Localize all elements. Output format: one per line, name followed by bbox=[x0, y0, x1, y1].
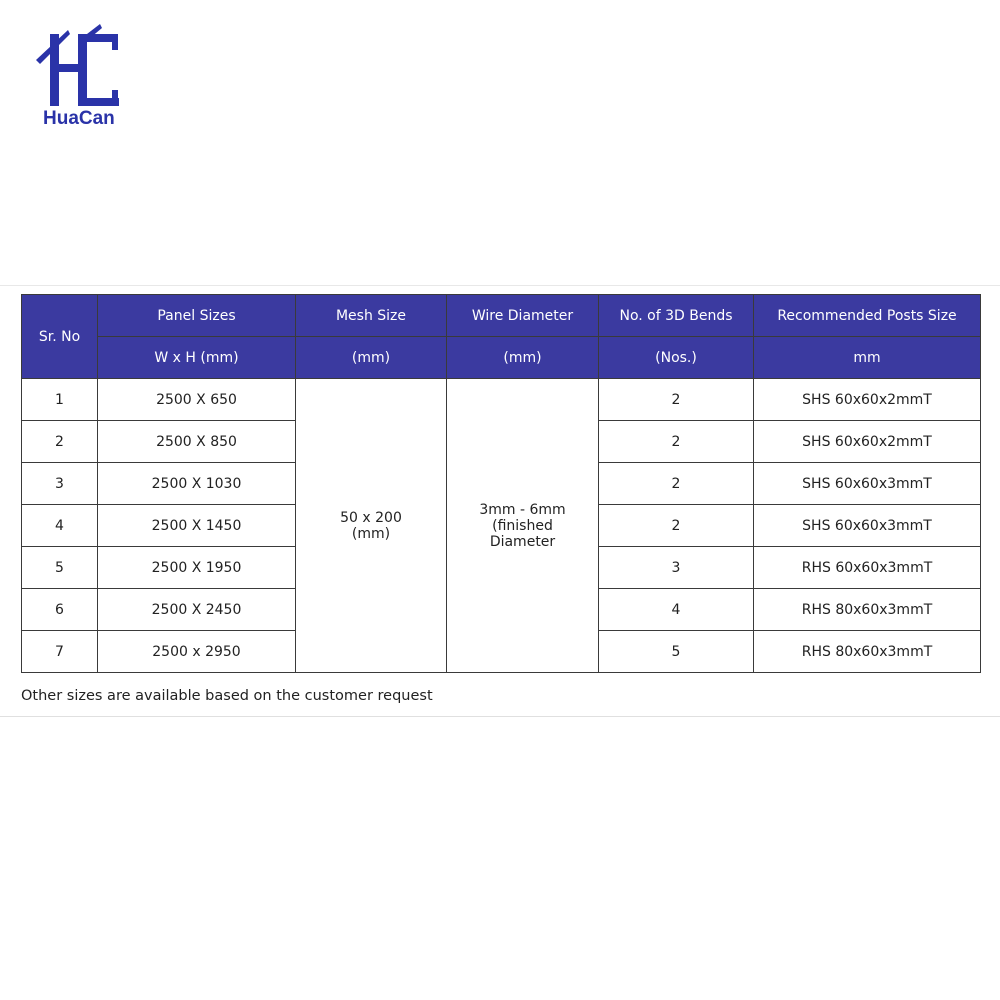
header-wire-diameter: Wire Diameter bbox=[447, 295, 599, 337]
cell-panel-size: 2500 X 1030 bbox=[98, 463, 296, 505]
cell-panel-size: 2500 X 2450 bbox=[98, 589, 296, 631]
header-wire-diameter-unit: (mm) bbox=[447, 337, 599, 379]
header-bends-unit: (Nos.) bbox=[599, 337, 754, 379]
header-sr-no: Sr. No bbox=[22, 295, 98, 379]
cell-bends: 2 bbox=[599, 379, 754, 421]
cell-posts: RHS 60x60x3mmT bbox=[754, 547, 981, 589]
cell-panel-size: 2500 x 2950 bbox=[98, 631, 296, 673]
wire-diameter-note: Diameter bbox=[489, 533, 556, 550]
cell-sr: 1 bbox=[22, 379, 98, 421]
header-bends: No. of 3D Bends bbox=[599, 295, 754, 337]
header-mesh-size: Mesh Size bbox=[296, 295, 447, 337]
cell-sr: 6 bbox=[22, 589, 98, 631]
header-mesh-size-unit: (mm) bbox=[296, 337, 447, 379]
cell-panel-size: 2500 X 850 bbox=[98, 421, 296, 463]
header-panel-sizes: Panel Sizes bbox=[98, 295, 296, 337]
cell-bends: 2 bbox=[599, 463, 754, 505]
cell-sr: 3 bbox=[22, 463, 98, 505]
header-panel-sizes-unit: W x H (mm) bbox=[98, 337, 296, 379]
header-row-1 bbox=[22, 295, 981, 337]
cell-sr: 5 bbox=[22, 547, 98, 589]
header-posts: Recommended Posts Size bbox=[754, 295, 981, 337]
cell-sr: 7 bbox=[22, 631, 98, 673]
mesh-size-value: 50 x 200 bbox=[340, 509, 402, 526]
cell-panel-size: 2500 X 1450 bbox=[98, 505, 296, 547]
mesh-size-unit: (mm) bbox=[351, 525, 391, 542]
table-row bbox=[22, 379, 981, 421]
hc-logo-mark-icon bbox=[34, 24, 134, 110]
cell-bends: 4 bbox=[599, 589, 754, 631]
header-posts-unit: mm bbox=[754, 337, 981, 379]
cell-wire-diameter bbox=[447, 379, 599, 673]
cell-bends: 2 bbox=[599, 505, 754, 547]
cell-sr: 2 bbox=[22, 421, 98, 463]
wire-diameter-value: 3mm - 6mm (finished bbox=[479, 501, 566, 534]
cell-posts: RHS 80x60x3mmT bbox=[754, 631, 981, 673]
cell-posts: SHS 60x60x2mmT bbox=[754, 379, 981, 421]
cell-posts: SHS 60x60x3mmT bbox=[754, 463, 981, 505]
footnote: Other sizes are available based on the customer request bbox=[21, 688, 433, 704]
huacan-logo bbox=[34, 24, 134, 134]
cell-bends: 5 bbox=[599, 631, 754, 673]
spec-table bbox=[21, 294, 981, 673]
cell-mesh-size bbox=[296, 379, 447, 673]
cell-sr: 4 bbox=[22, 505, 98, 547]
brand-name: HuaCan bbox=[43, 108, 115, 129]
header-row-2 bbox=[22, 337, 981, 379]
cell-bends: 2 bbox=[599, 421, 754, 463]
cell-posts: RHS 80x60x3mmT bbox=[754, 589, 981, 631]
cell-panel-size: 2500 X 1950 bbox=[98, 547, 296, 589]
cell-panel-size: 2500 X 650 bbox=[98, 379, 296, 421]
cell-bends: 3 bbox=[599, 547, 754, 589]
cell-posts: SHS 60x60x3mmT bbox=[754, 505, 981, 547]
cell-posts: SHS 60x60x2mmT bbox=[754, 421, 981, 463]
